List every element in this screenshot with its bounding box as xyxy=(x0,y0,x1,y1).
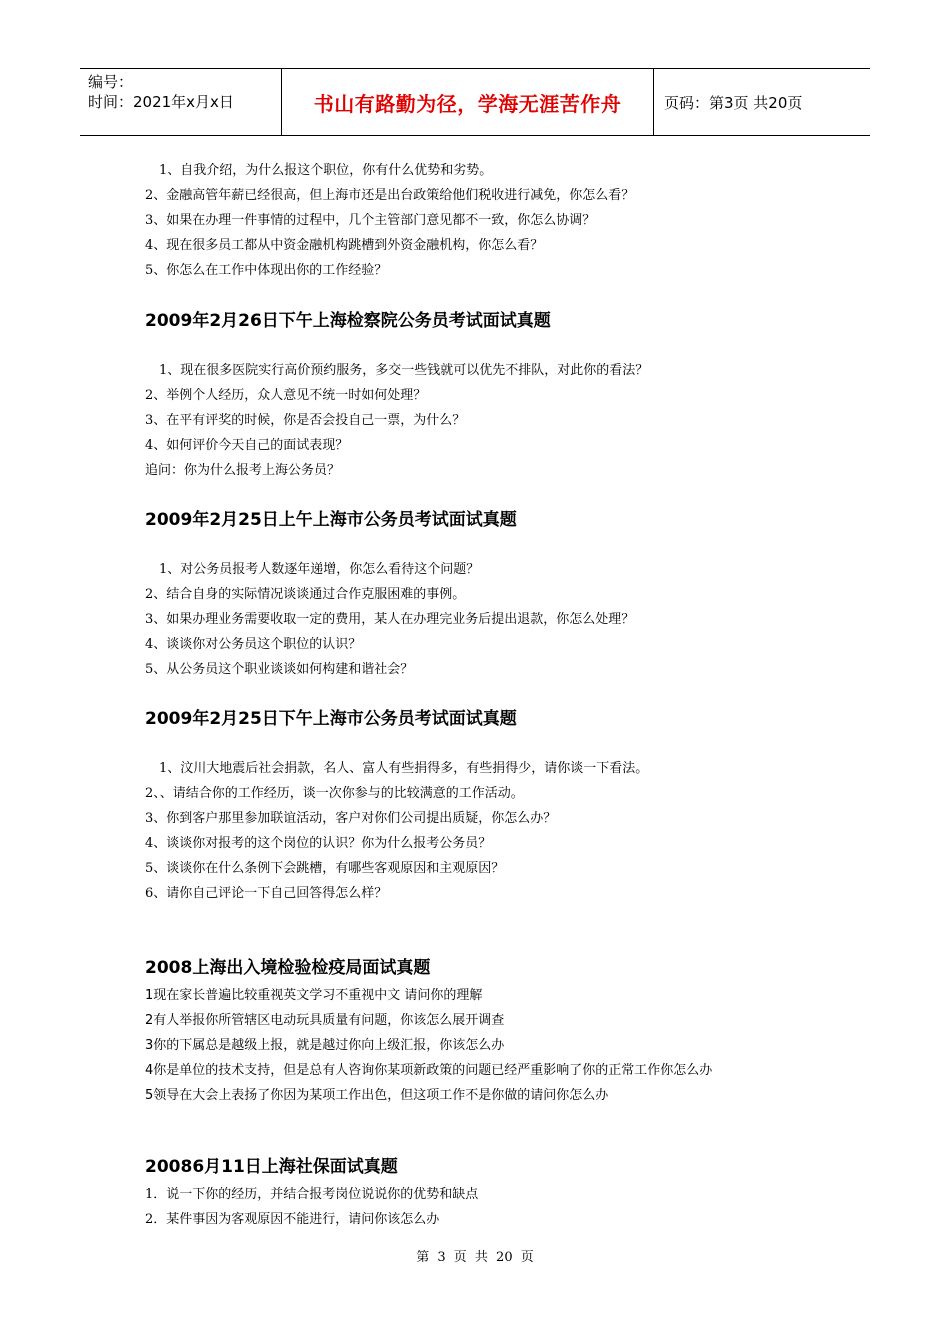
time-label: 时间：2021年x月x日 xyxy=(88,93,234,111)
header-motto: 书山有路勤为径，学海无涯苦作舟 xyxy=(282,69,654,135)
question-item: 6、请你自己评论一下自己回答得怎么样？ xyxy=(145,886,388,901)
section-1 xyxy=(145,306,648,483)
question-item: 5、从公务员这个职业谈谈如何构建和谐社会？ xyxy=(145,662,414,677)
question-item: 3、在平有评奖的时候，你是否会投自己一票，为什么？ xyxy=(145,413,466,428)
header-page-info: 页码：第3页 共20页 xyxy=(664,93,803,112)
question-item: 1、对公务员报考人数逐年递增，你怎么看待这个问题？ xyxy=(159,562,480,577)
section-3 xyxy=(145,704,648,906)
section-0 xyxy=(145,158,634,283)
question-item: 2、、请结合你的工作经历，谈一次你参与的比较满意的工作活动。 xyxy=(145,786,524,801)
question-item: 2、金融高管年薪已经很高，但上海市还是出台政策给他们税收进行减免，你怎么看？ xyxy=(145,188,635,203)
question-item: 追问：你为什么报考上海公务员？ xyxy=(145,463,341,478)
question-item: 1、现在很多医院实行高价预约服务，多交一些钱就可以优先不排队，对此你的看法？ xyxy=(159,363,649,378)
section-4 xyxy=(145,953,712,1108)
question-item: 3你的下属总是越级上报，就是越过你向上级汇报，你该怎么办 xyxy=(145,1038,505,1053)
section-title: 2009年2月26日下午上海检察院公务员考试面试真题 xyxy=(145,311,551,331)
question-item: 4、谈谈你对报考的这个岗位的认识？你为什么报考公务员？ xyxy=(145,836,492,851)
section-title: 2009年2月25日下午上海市公务员考试面试真题 xyxy=(145,709,517,729)
question-item: 2．某件事因为客观原因不能进行，请问你该怎么办 xyxy=(145,1212,440,1227)
header-meta xyxy=(80,69,282,135)
question-item: 3、你到客户那里参加联谊活动，客户对你们公司提出质疑，你怎么办？ xyxy=(145,811,557,826)
question-item: 4、谈谈你对公务员这个职位的认识？ xyxy=(145,637,362,652)
question-item: 4、如何评价今天自己的面试表现？ xyxy=(145,438,349,453)
section-title: 20086月11日上海社保面试真题 xyxy=(145,1157,398,1177)
question-item: 1．说一下你的经历，并结合报考岗位说说你的优势和缺点 xyxy=(145,1187,479,1202)
number-label: 编号： xyxy=(88,73,134,91)
section-5 xyxy=(145,1152,478,1232)
section-title: 2009年2月25日上午上海市公务员考试面试真题 xyxy=(145,510,517,530)
question-item: 5、你怎么在工作中体现出你的工作经验？ xyxy=(145,263,388,278)
question-item: 2有人举报你所管辖区电动玩具质量有问题，你该怎么展开调查 xyxy=(145,1013,505,1028)
question-item: 3、如果办理业务需要收取一定的费用，某人在办理完业务后提出退款，你怎么处理？ xyxy=(145,612,635,627)
page-header xyxy=(80,68,870,136)
question-item: 5领导在大会上表扬了你因为某项工作出色，但这项工作不是你做的请问你怎么办 xyxy=(145,1088,609,1103)
section-2 xyxy=(145,505,634,682)
section-title: 2008上海出入境检验检疫局面试真题 xyxy=(145,958,431,978)
question-item: 1现在家长普遍比较重视英文学习不重视中文 请问你的理解 xyxy=(145,988,483,1003)
question-item: 2、举例个人经历，众人意见不统一时如何处理？ xyxy=(145,388,427,403)
question-item: 3、如果在办理一件事情的过程中，几个主管部门意见都不一致，你怎么协调？ xyxy=(145,213,596,228)
question-item: 1、自我介绍，为什么报这个职位，你有什么优势和劣势。 xyxy=(159,163,493,178)
question-item: 4、现在很多员工都从中资金融机构跳槽到外资金融机构，你怎么看？ xyxy=(145,238,544,253)
question-item: 2、结合自身的实际情况谈谈通过合作克服困难的事例。 xyxy=(145,587,466,602)
question-item: 5、谈谈你在什么条例下会跳槽，有哪些客观原因和主观原因？ xyxy=(145,861,505,876)
question-item: 4你是单位的技术支持，但是总有人咨询你某项新政策的问题已经严重影响了你的正常工作你怎么办 xyxy=(145,1063,713,1078)
question-item: 1、汶川大地震后社会捐款，名人、富人有些捐得多，有些捐得少，请你谈一下看法。 xyxy=(159,761,649,776)
page-footer: 第 3 页 共 20 页 xyxy=(416,1250,534,1265)
